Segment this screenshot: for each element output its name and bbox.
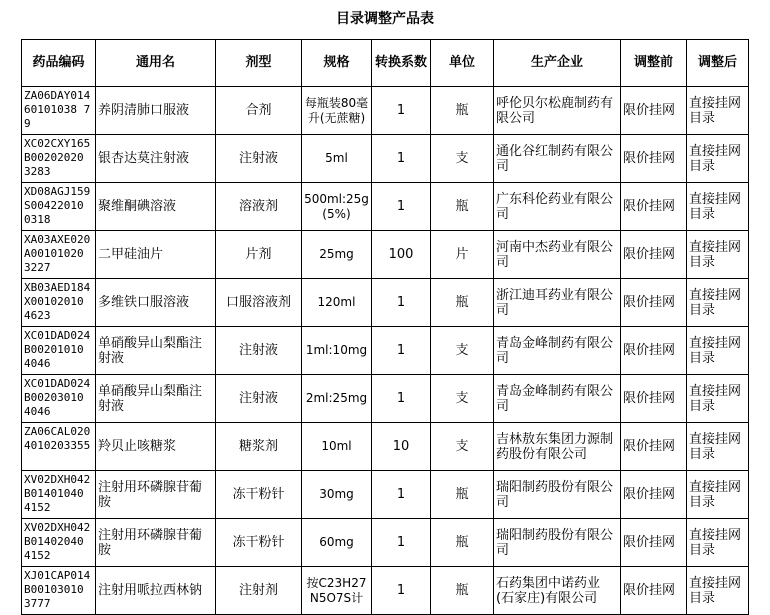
cell-factor: 1 [372, 375, 431, 423]
cell-factor: 10 [372, 423, 431, 471]
cell-name: 羚贝止咳糖浆 [96, 423, 216, 471]
cell-factor: 1 [372, 87, 431, 135]
cell-unit: 瓶 [431, 519, 494, 567]
cell-code: XC02CXY165B00202020 3283 [22, 135, 96, 183]
cell-after: 直接挂网目录 [687, 279, 749, 327]
page-title: 目录调整产品表 [336, 11, 434, 27]
cell-spec: 按C23H27N5O7S计 [302, 567, 372, 615]
cell-form: 糖浆剂 [216, 423, 302, 471]
cell-unit: 支 [431, 135, 494, 183]
table-row [22, 519, 749, 567]
cell-spec: 5ml [302, 135, 372, 183]
cell-name: 银杏达莫注射液 [96, 135, 216, 183]
cell-name: 注射用环磷腺苷葡胺 [96, 519, 216, 567]
cell-before: 限价挂网 [621, 183, 687, 231]
cell-company: 青岛金峰制药有限公司 [494, 375, 621, 423]
cell-factor: 1 [372, 567, 431, 615]
cell-code: XC01DAD024B00201010 4046 [22, 327, 96, 375]
cell-code: XB03AED184X00102010 4623 [22, 279, 96, 327]
cell-spec: 10ml [302, 423, 372, 471]
cell-after: 直接挂网目录 [687, 471, 749, 519]
table-row [22, 87, 749, 135]
cell-spec: 60mg [302, 519, 372, 567]
header-unit: 单位 [431, 40, 494, 87]
cell-unit: 瓶 [431, 279, 494, 327]
cell-name: 单硝酸异山梨酯注射液 [96, 375, 216, 423]
cell-before: 限价挂网 [621, 327, 687, 375]
header-spec: 规格 [302, 40, 372, 87]
cell-factor: 1 [372, 279, 431, 327]
cell-after: 直接挂网目录 [687, 87, 749, 135]
cell-unit: 片 [431, 231, 494, 279]
cell-code: XJ01CAP014B00103010 3777 [22, 567, 96, 615]
cell-company: 广东科伦药业有限公司 [494, 183, 621, 231]
cell-spec: 120ml [302, 279, 372, 327]
cell-company: 通化谷红制药有限公司 [494, 135, 621, 183]
header-company: 生产企业 [494, 40, 621, 87]
cell-company: 瑞阳制药股份有限公司 [494, 471, 621, 519]
cell-before: 限价挂网 [621, 231, 687, 279]
table-row [22, 471, 749, 519]
cell-name: 单硝酸异山梨酯注射液 [96, 327, 216, 375]
header-factor: 转换系数 [372, 40, 431, 87]
header-name: 通用名 [96, 40, 216, 87]
cell-name: 聚维酮碘溶液 [96, 183, 216, 231]
cell-company: 石药集团中诺药业(石家庄)有限公司 [494, 567, 621, 615]
cell-form: 溶液剂 [216, 183, 302, 231]
cell-spec: 每瓶装80毫升(无蔗糖) [302, 87, 372, 135]
cell-form: 合剂 [216, 87, 302, 135]
cell-company: 呼伦贝尔松鹿制药有限公司 [494, 87, 621, 135]
table-row [22, 279, 749, 327]
cell-after: 直接挂网目录 [687, 183, 749, 231]
cell-form: 口服溶液剂 [216, 279, 302, 327]
cell-after: 直接挂网目录 [687, 519, 749, 567]
header-before: 调整前 [621, 40, 687, 87]
cell-company: 吉林敖东集团力源制药股份有限公司 [494, 423, 621, 471]
cell-form: 注射液 [216, 135, 302, 183]
table-row [22, 183, 749, 231]
cell-form: 注射剂 [216, 567, 302, 615]
cell-form: 冻干粉针 [216, 519, 302, 567]
cell-before: 限价挂网 [621, 423, 687, 471]
cell-before: 限价挂网 [621, 471, 687, 519]
cell-form: 片剂 [216, 231, 302, 279]
cell-after: 直接挂网目录 [687, 423, 749, 471]
cell-factor: 1 [372, 327, 431, 375]
cell-name: 注射用环磷腺苷葡胺 [96, 471, 216, 519]
product-table [21, 39, 749, 615]
cell-code: XV02DXH042B01402040 4152 [22, 519, 96, 567]
cell-name: 多维铁口服溶液 [96, 279, 216, 327]
cell-unit: 支 [431, 375, 494, 423]
cell-factor: 1 [372, 183, 431, 231]
cell-before: 限价挂网 [621, 135, 687, 183]
cell-unit: 瓶 [431, 471, 494, 519]
cell-company: 青岛金峰制药有限公司 [494, 327, 621, 375]
cell-before: 限价挂网 [621, 375, 687, 423]
cell-unit: 支 [431, 423, 494, 471]
table-row [22, 375, 749, 423]
cell-after: 直接挂网目录 [687, 327, 749, 375]
table-row [22, 423, 749, 471]
cell-form: 注射液 [216, 375, 302, 423]
cell-spec: 500ml:25g(5%) [302, 183, 372, 231]
table-row [22, 567, 749, 615]
cell-name: 二甲硅油片 [96, 231, 216, 279]
header-row [22, 40, 749, 87]
cell-code: ZA06DAY01460101038 79 [22, 87, 96, 135]
cell-after: 直接挂网目录 [687, 231, 749, 279]
cell-form: 注射液 [216, 327, 302, 375]
cell-factor: 1 [372, 135, 431, 183]
cell-code: XA03AXE020A00101020 3227 [22, 231, 96, 279]
cell-after: 直接挂网目录 [687, 375, 749, 423]
cell-code: XC01DAD024B00203010 4046 [22, 375, 96, 423]
cell-before: 限价挂网 [621, 567, 687, 615]
cell-factor: 1 [372, 471, 431, 519]
cell-form: 冻干粉针 [216, 471, 302, 519]
cell-before: 限价挂网 [621, 87, 687, 135]
cell-name: 养阴清肺口服液 [96, 87, 216, 135]
cell-code: XD08AGJ159S00422010 0318 [22, 183, 96, 231]
header-form: 剂型 [216, 40, 302, 87]
table-row [22, 327, 749, 375]
cell-spec: 1ml:10mg [302, 327, 372, 375]
cell-after: 直接挂网目录 [687, 135, 749, 183]
cell-before: 限价挂网 [621, 279, 687, 327]
cell-company: 河南中杰药业有限公司 [494, 231, 621, 279]
cell-factor: 1 [372, 519, 431, 567]
cell-factor: 100 [372, 231, 431, 279]
cell-unit: 支 [431, 327, 494, 375]
cell-before: 限价挂网 [621, 519, 687, 567]
cell-unit: 瓶 [431, 183, 494, 231]
cell-unit: 瓶 [431, 567, 494, 615]
header-after: 调整后 [687, 40, 749, 87]
cell-spec: 30mg [302, 471, 372, 519]
cell-name: 注射用哌拉西林钠 [96, 567, 216, 615]
cell-spec: 25mg [302, 231, 372, 279]
cell-after: 直接挂网目录 [687, 567, 749, 615]
cell-spec: 2ml:25mg [302, 375, 372, 423]
cell-company: 浙江迪耳药业有限公司 [494, 279, 621, 327]
cell-code: XV02DXH042B01401040 4152 [22, 471, 96, 519]
cell-code: ZA06CAL0204010203355 [22, 423, 96, 471]
cell-company: 瑞阳制药股份有限公司 [494, 519, 621, 567]
table-row [22, 231, 749, 279]
header-code: 药品编码 [22, 40, 96, 87]
cell-unit: 瓶 [431, 87, 494, 135]
table-row [22, 135, 749, 183]
